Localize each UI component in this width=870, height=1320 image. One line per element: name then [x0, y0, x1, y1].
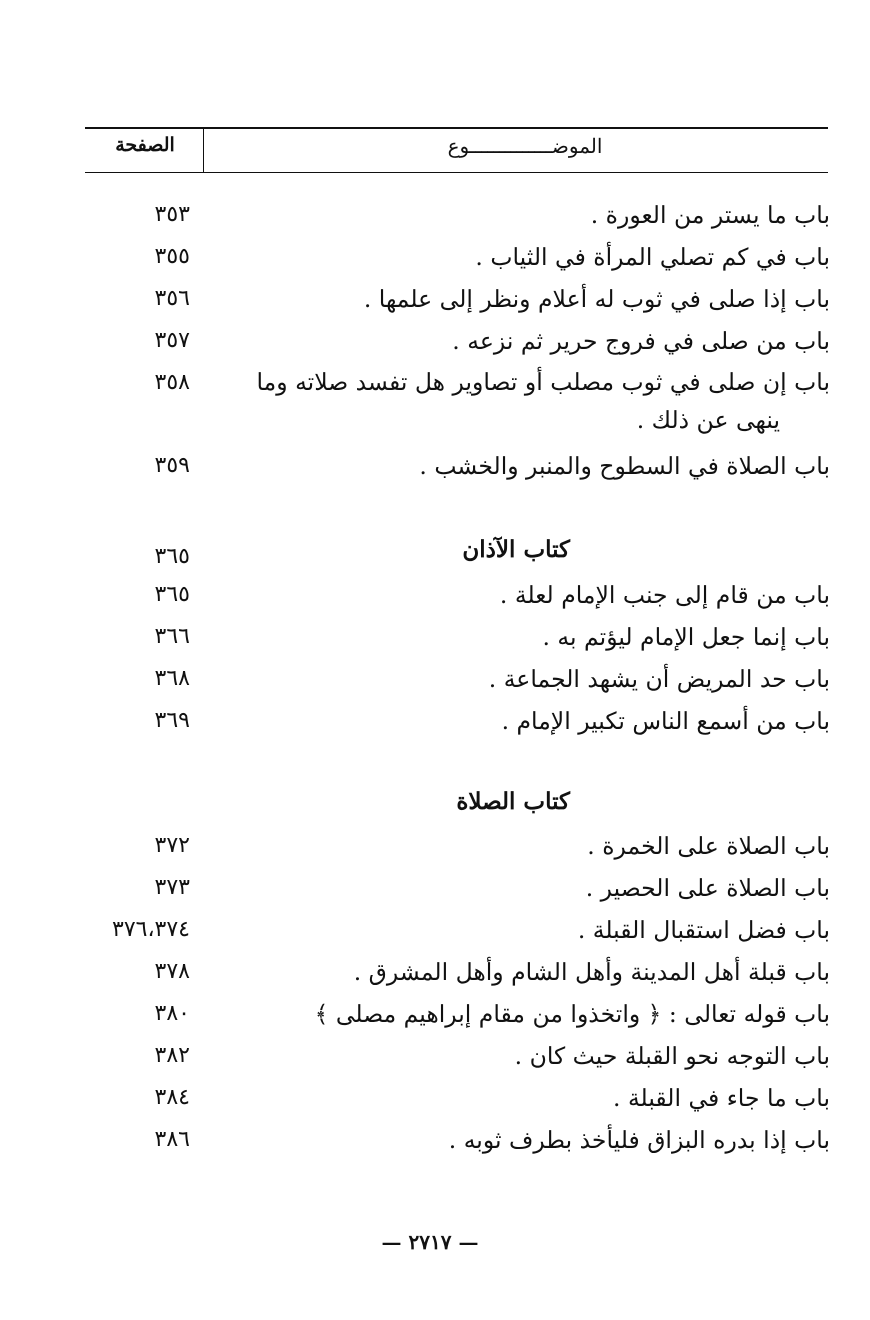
index-entry [60, 701, 830, 741]
entry-title-line1: باب إن صلى في ثوب مصلب أو تصاوير هل تفسد صلاته وما [256, 368, 830, 396]
entry-page: ٣٥٣ [154, 202, 190, 227]
index-entry [60, 910, 830, 950]
index-entry [60, 575, 830, 615]
entry-title [215, 363, 830, 439]
entry-page: ٣٥٦ [154, 286, 190, 311]
entry-page: ٣٧٨ [154, 959, 190, 984]
index-entry [60, 1078, 830, 1118]
entry-page: ٣٦٨ [154, 666, 190, 691]
entry-page: ٣٥٨ [154, 370, 190, 395]
index-entry [60, 868, 830, 908]
entry-title: باب حد المريض أن يشهد الجماعة . [488, 665, 830, 693]
index-entry [60, 994, 830, 1034]
entry-title: باب من أسمع الناس تكبير الإمام . [501, 707, 830, 735]
section-heading: كتاب الآذان [462, 536, 570, 563]
entry-title: باب من صلى في فروج حرير ثم نزعه . [452, 327, 830, 355]
index-entry [60, 826, 830, 866]
index-entry [60, 363, 830, 443]
index-entry [60, 195, 830, 235]
entry-page: ٣٨٢ [154, 1043, 190, 1068]
index-entry [60, 237, 830, 277]
index-entry [60, 1036, 830, 1076]
index-entry [60, 617, 830, 657]
entry-page: ٣٦٥ [154, 582, 190, 607]
entry-page: ٣٥٩ [154, 453, 190, 478]
index-entry [60, 659, 830, 699]
entry-title: باب التوجه نحو القبلة حيث كان . [514, 1042, 830, 1070]
entry-page: ٣٦٦ [154, 624, 190, 649]
entry-page: ٣٧٦،٣٧٤ [112, 917, 190, 942]
index-entry [60, 952, 830, 992]
entry-title-line2: ينهى عن ذلك . [636, 406, 780, 434]
section-heading: كتاب الصلاة [456, 788, 570, 815]
entry-title: باب الصلاة على الخمرة . [587, 832, 830, 860]
header-bottom-rule [85, 172, 828, 173]
entry-title: باب إذا صلى في ثوب له أعلام ونظر إلى علمها . [363, 285, 830, 313]
index-entry [60, 321, 830, 361]
page-number: — ٢٧١٧ — [381, 1230, 479, 1254]
entry-title: باب الصلاة على الحصير . [585, 874, 830, 902]
entry-page: ٣٥٥ [154, 244, 190, 269]
entry-page: ٣٥٧ [154, 328, 190, 353]
entry-title: باب ما جاء في القبلة . [613, 1084, 830, 1112]
header-top-rule [85, 127, 828, 129]
entry-title: باب فضل استقبال القبلة . [577, 916, 830, 944]
entry-page: ٣٧٢ [154, 833, 190, 858]
topic-column-header: الموضــــــــــــــوع [447, 134, 603, 158]
entry-page: ٣٧٣ [154, 875, 190, 900]
entry-title: باب في كم تصلي المرأة في الثياب . [475, 243, 830, 271]
entry-page: ٣٨٦ [154, 1127, 190, 1152]
page-column-header: الصفحة [115, 134, 175, 156]
index-entry [60, 446, 830, 486]
entry-title: باب ما يستر من العورة . [590, 201, 830, 229]
entry-page: ٣٦٩ [154, 708, 190, 733]
index-entry [60, 279, 830, 319]
entry-page: ٣٨٤ [154, 1085, 190, 1110]
header-column-divider [203, 128, 204, 172]
entry-title: باب إنما جعل الإمام ليؤتم به . [542, 623, 830, 651]
entry-title: باب قوله تعالى : ﴿ واتخذوا من مقام إبراهيم مصلى ﴾ [314, 1000, 830, 1028]
section-heading-page: ٣٦٥ [154, 544, 190, 569]
entry-title: باب قبلة أهل المدينة وأهل الشام وأهل المشرق . [353, 958, 830, 986]
entry-title: باب من قام إلى جنب الإمام لعلة . [499, 581, 830, 609]
entry-title: باب الصلاة في السطوح والمنبر والخشب . [419, 452, 830, 480]
entry-title: باب إذا بدره البزاق فليأخذ بطرف ثوبه . [448, 1126, 830, 1154]
entry-page: ٣٨٠ [154, 1001, 190, 1026]
index-entry [60, 1120, 830, 1160]
